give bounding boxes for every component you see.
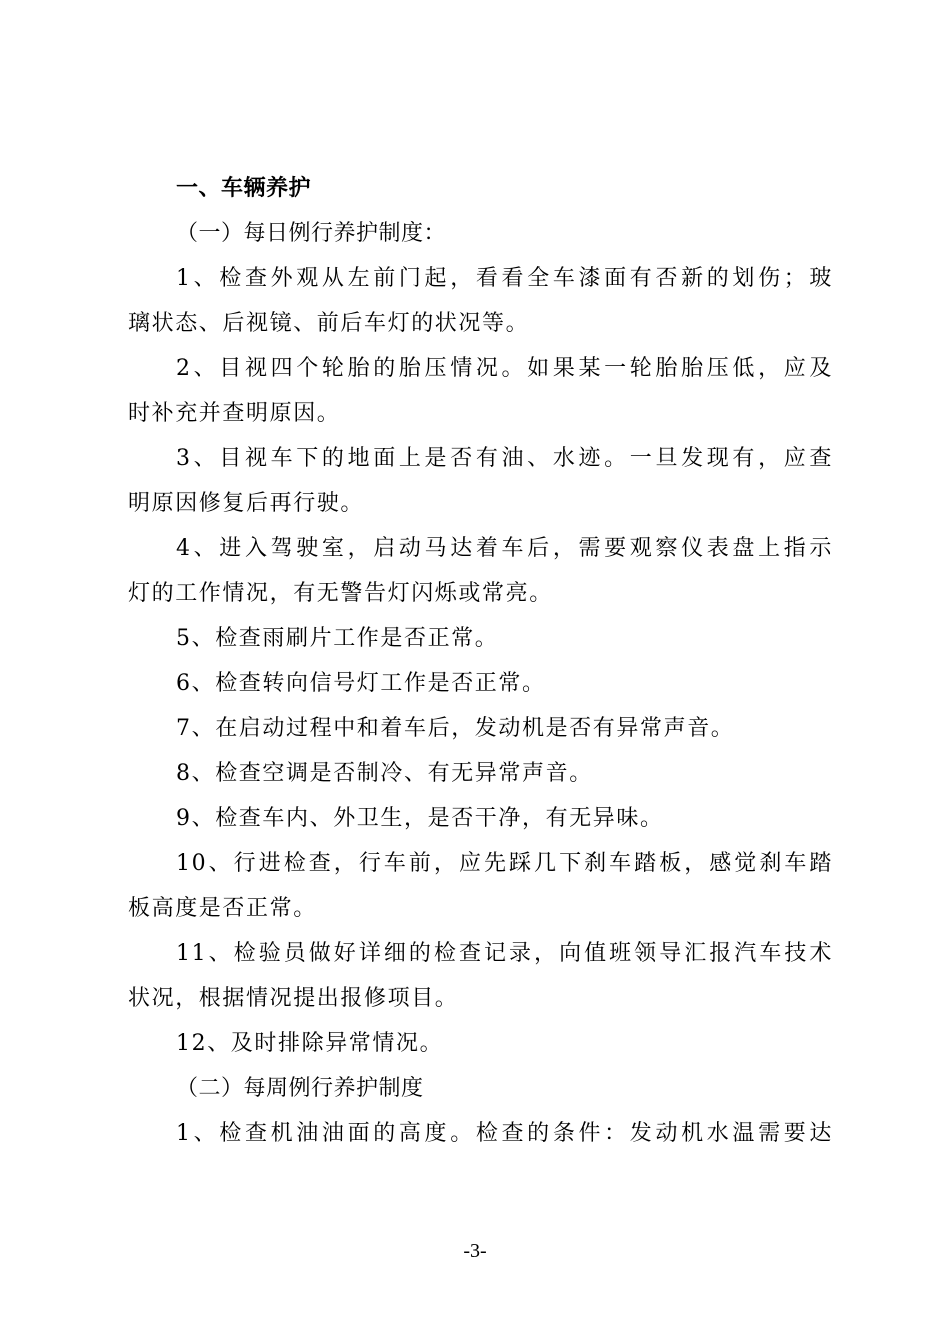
- page-number: -3-: [463, 1240, 487, 1262]
- daily-item-4-line-2: 灯的工作情况，有无警告灯闪烁或常亮。: [128, 581, 553, 606]
- daily-item-11-line-2: 状况，根据情况提出报修项目。: [128, 986, 459, 1011]
- daily-item-7: 7、在启动过程中和着车后，发动机是否有异常声音。: [176, 716, 735, 741]
- daily-maintenance-title: （一）每日例行养护制度：: [176, 221, 447, 246]
- weekly-maintenance-title: （二）每周例行养护制度: [176, 1076, 424, 1101]
- daily-item-3-line-1: 3、目视车下的地面上是否有油、水迹。一旦发现有，应查: [176, 446, 833, 471]
- daily-item-11-line-1: 11、检验员做好详细的检查记录，向值班领导汇报汽车技术: [176, 941, 833, 966]
- daily-item-5: 5、检查雨刷片工作是否正常。: [176, 626, 499, 651]
- daily-item-2-line-1: 2、目视四个轮胎的胎压情况。如果某一轮胎胎压低，应及: [176, 356, 833, 381]
- section-title: 一、车辆养护: [176, 176, 312, 201]
- daily-item-6: 6、检查转向信号灯工作是否正常。: [176, 671, 546, 696]
- daily-item-4-line-1: 4、进入驾驶室，启动马达着车后，需要观察仪表盘上指示: [176, 536, 833, 561]
- daily-item-3-line-2: 明原因修复后再行驶。: [128, 491, 365, 516]
- daily-item-9: 9、检查车内、外卫生，是否干净，有无异味。: [176, 806, 664, 831]
- weekly-item-1-line-1: 1、检查机油油面的高度。检查的条件：发动机水温需要达: [176, 1121, 833, 1146]
- document-body: [128, 166, 833, 1156]
- daily-item-10-line-2: 板高度是否正常。: [128, 896, 317, 921]
- daily-item-1-line-1: 1、检查外观从左前门起，看看全车漆面有否新的划伤；玻: [176, 266, 833, 291]
- daily-item-10-line-1: 10、行进检查，行车前，应先踩几下刹车踏板，感觉刹车踏: [176, 851, 833, 876]
- daily-item-2-line-2: 时补充并查明原因。: [128, 401, 341, 426]
- daily-item-8: 8、检查空调是否制冷、有无异常声音。: [176, 761, 593, 786]
- daily-item-1-line-2: 璃状态、后视镜、前后车灯的状况等。: [128, 311, 530, 336]
- daily-item-12: 12、及时排除异常情况。: [176, 1031, 444, 1056]
